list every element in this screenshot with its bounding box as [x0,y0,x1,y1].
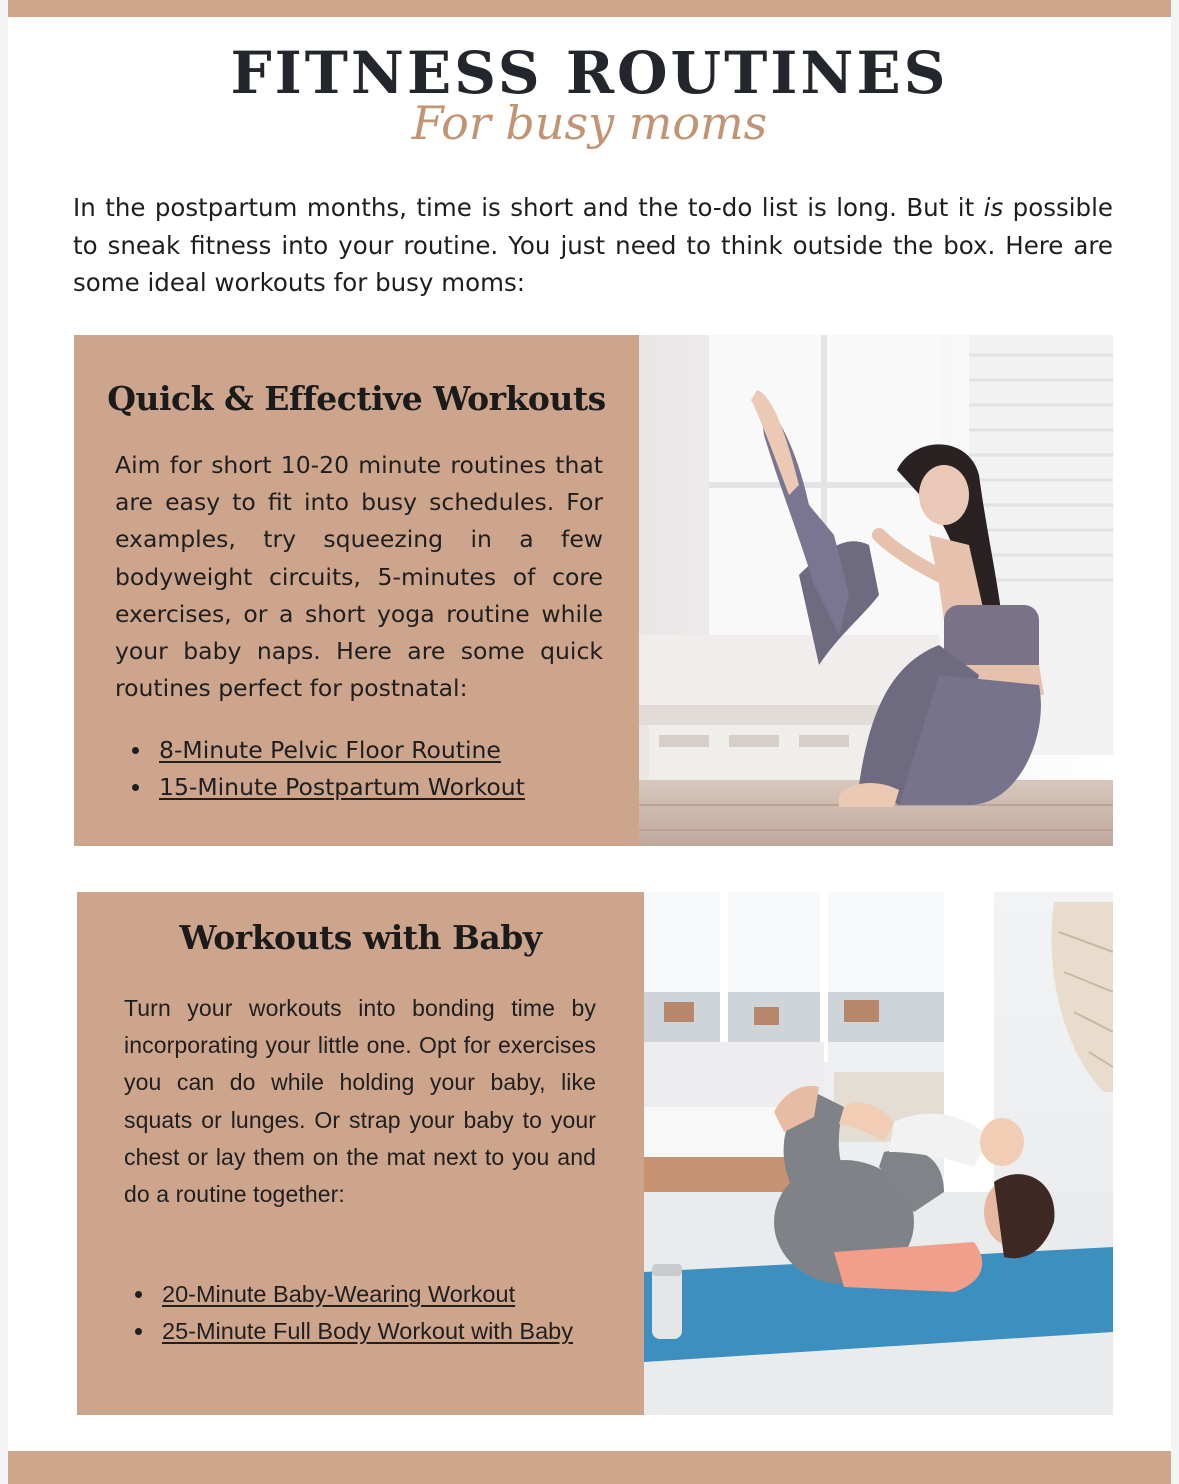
page-frame-right [1171,0,1179,1484]
quick-workouts-card [74,335,639,846]
list-item [132,732,602,769]
quick-workouts-body: Aim for short 10-20 minute routines that are easy to fit into busy schedules. For examples, try squeezing in a few bodyweight circuits, 5-minutes of core exercises, or a short yoga routine while your baby naps. Here are some quick routines perfect for postnatal: [115,451,603,703]
baby-workouts-body: Turn your workouts into bonding time by incorporating your little one. Opt for exercises you can do while holding your baby, like squats or lunges. Or strap your baby to your chest or lay them on the mat next to you and do a routine together: [124,995,596,1208]
quick-workouts-links [132,732,602,806]
baby-wearing-workout-link[interactable]: 20-Minute Baby-Wearing Workout [162,1281,516,1307]
baby-workouts-heading: Workouts with Baby [179,918,542,957]
list-item [135,1313,605,1350]
postpartum-workout-link[interactable]: 15-Minute Postpartum Workout [159,773,525,802]
intro-text-end: possible to sneak fitness into your routine. You just need to think outside the box. Here are some ideal workouts for busy moms: [73,193,1113,297]
baby-workouts-card [77,892,644,1415]
baby-workout-illustration [644,892,1113,1415]
baby-workout-photo [644,892,1113,1415]
bottom-accent-band [8,1451,1171,1484]
list-item [132,769,602,806]
quick-workouts-heading: Quick & Effective Workouts [107,379,606,418]
intro-emphasis: is [983,193,1004,222]
intro-paragraph [73,189,1113,302]
page-frame-left [0,0,8,1484]
yoga-stretch-photo [639,335,1113,846]
full-body-workout-link[interactable]: 25-Minute Full Body Workout with Baby [162,1318,573,1345]
page-subtitle-script: For busy moms [411,96,768,150]
baby-workouts-links [135,1276,605,1350]
pelvic-floor-routine-link[interactable]: 8-Minute Pelvic Floor Routine [159,736,501,764]
intro-text-start: In the postpartum months, time is short and the to-do list is long. But it [73,193,984,222]
page-title: FITNESS ROUTINES [230,39,949,107]
yoga-stretch-illustration [639,335,1113,846]
list-item [135,1276,605,1313]
top-accent-band [8,0,1171,17]
